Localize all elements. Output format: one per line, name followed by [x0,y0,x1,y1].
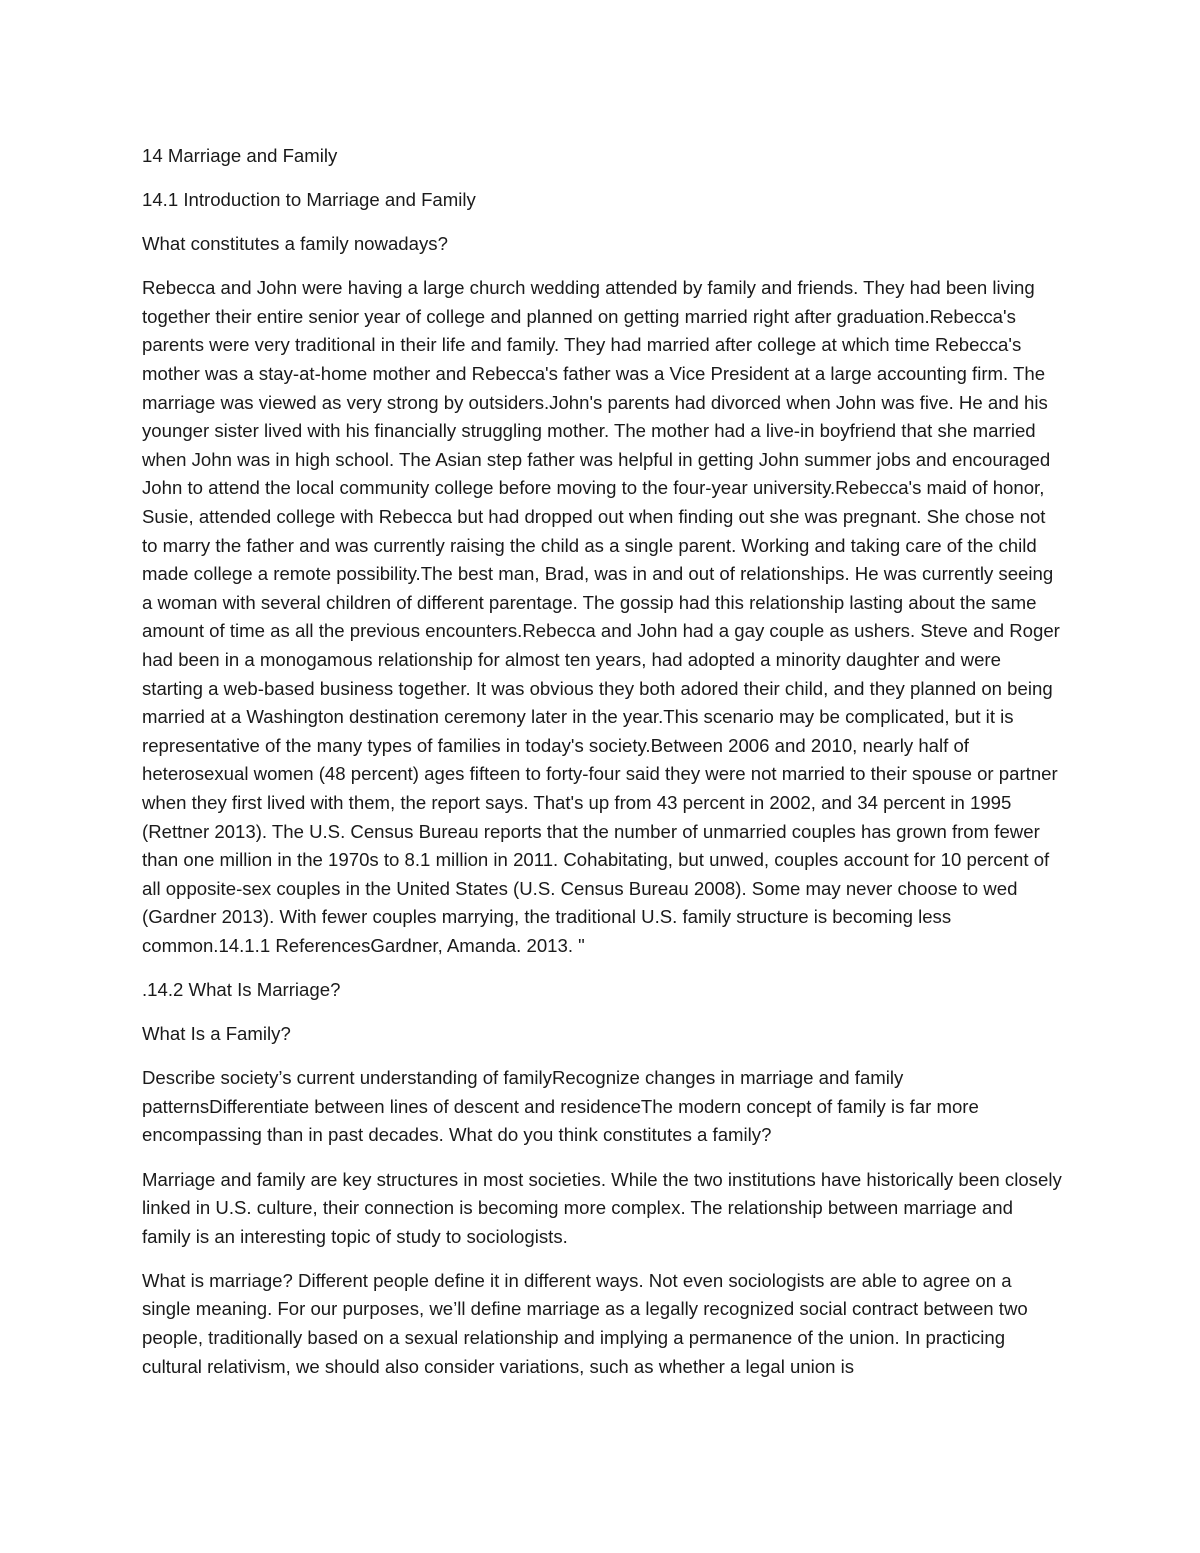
section-title-marriage: .14.2 What Is Marriage? [142,979,341,1001]
intro-question: What constitutes a family nowadays? [142,233,448,255]
key-structures-paragraph: Marriage and family are key structures in most societies. While the two institutions have historically been closely linked in U.S. culture, their connection is becoming more complex. The relationship between marriage and family is an interesting topic of study to sociologists. [142,1168,1062,1247]
document-page [142,142,1062,1397]
section-title-intro: 14.1 Introduction to Marriage and Family [142,189,476,211]
objectives-paragraph: Describe society’s current understanding of familyRecognize changes in marriage and family patternsDifferentiate between lines of descent and residenceThe modern concept of family is far more encompassing than in past decades. What do you think constitutes a family? [142,1067,979,1146]
chapter-title: 14 Marriage and Family [142,145,338,166]
marriage-definition-paragraph: What is marriage? Different people define it in different ways. Not even sociologists are able to agree on a single meaning. For our purposes, we’ll define marriage as a legally recognized social contract between two people, traditionally based on a sexual relationship and implying a permanence of the union. In practicing cultural relativism, we should also consider variations, such as whether a legal union is [142,1269,1028,1377]
family-question: What Is a Family? [142,1023,291,1045]
scenario-paragraph: Rebecca and John were having a large church wedding attended by family and friends. They had been living together their entire senior year of college and planned on getting married right after graduation.Rebecca's parents were very traditional in their life and family. They had married after college at which time Rebecca's mother was a stay-at-home mother and Rebecca's father was a Vice President at a large accounting firm. The marriage was viewed as very strong by outsiders.John's parents had divorced when John was five. He and his younger sister lived with his financially struggling mother. The mother had a live-in boyfriend that she married when John was in high school. The Asian step father was helpful in getting John summer jobs and encouraged John to attend the local community college before moving to the four-year university.Rebecca's maid of honor, Susie, attended college with Rebecca but had dropped out when finding out she was pregnant. She chose not to marry the father and was currently raising the child as a single parent. Working and taking care of the child made college a remote possibility.The best man, Brad, was in and out of relationships. He was currently seeing a woman with several children of different parentage. The gossip had this relationship lasting about the same amount of time as all the previous encounters.Rebecca and John had a gay couple as ushers. Steve and Roger had been in a monogamous relationship for almost ten years, had adopted a minority daughter and were starting a web-based business together. It was obvious they both adored their child, and they planned on being married at a Washington destination ceremony later in the year.This scenario may be complicated, but it is representative of the many types of families in today's society.Between 2006 and 2010, nearly half of heterosexual women (48 percent) ages fifteen to forty-four said they were not married to their spouse or partner when they first lived with them, the report says. That's up from 43 percent in 2002, and 34 percent in 1995 (Rettner 2013). The U.S. Census Bureau reports that the number of unmarried couples has grown from fewer than one million in the 1970s to 8.1 million in 2011. Cohabitating, but unwed, couples account for 10 percent of all opposite-sex couples in the United States (U.S. Census Bureau 2008). Some may never choose to wed (Gardner 2013). With fewer couples marrying, the traditional U.S. family structure is becoming less common.14.1.1 ReferencesGardner, Amanda. 2013. " [142,277,1060,956]
